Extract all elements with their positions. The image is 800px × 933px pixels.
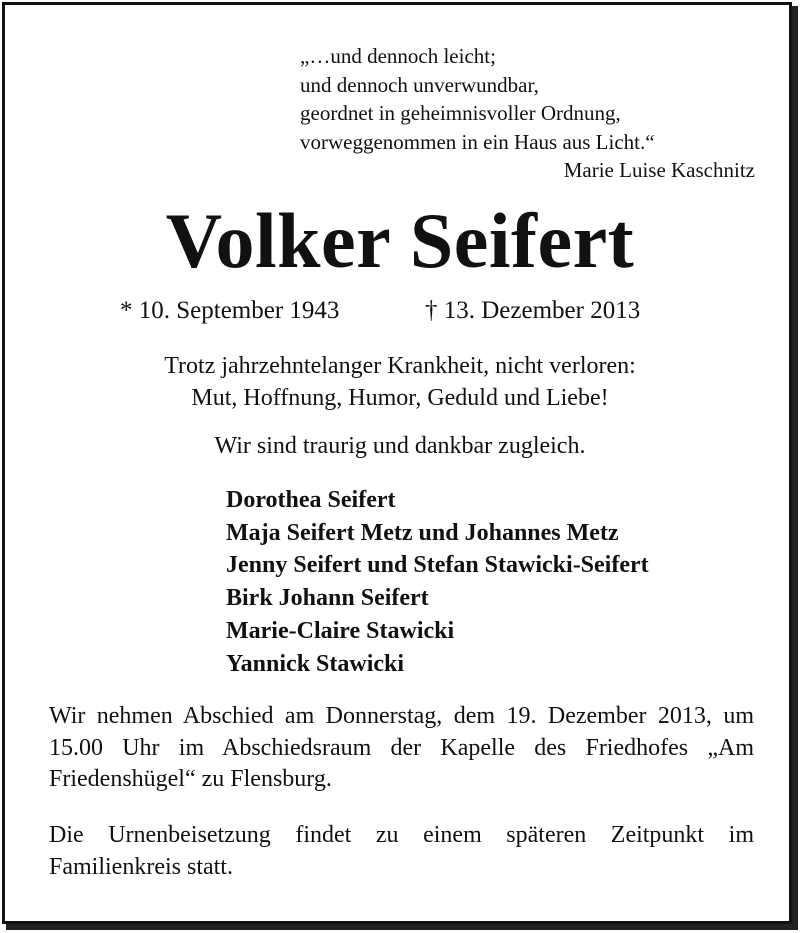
mourner-name: Jenny Seifert und Stefan Stawicki-Seifert bbox=[226, 552, 649, 579]
poem-author: Marie Luise Kaschnitz bbox=[563, 158, 755, 182]
birth-date: * 10. September 1943 bbox=[120, 297, 340, 324]
deceased-name: Volker Seifert bbox=[165, 197, 635, 284]
mourner-name: Birk Johann Seifert bbox=[226, 585, 429, 612]
mourners-list bbox=[226, 484, 649, 680]
death-date: † 13. Dezember 2013 bbox=[425, 297, 641, 324]
mourner-name: Yannick Stawicki bbox=[226, 650, 405, 677]
poem-line: geordnet in geheimnisvoller Ordnung, bbox=[300, 101, 621, 125]
frame-shadow-right bbox=[792, 6, 798, 927]
sorrow-statement: Wir sind traurig und dankbar zugleich. bbox=[214, 433, 586, 459]
mourner-name: Marie-Claire Stawicki bbox=[226, 617, 455, 644]
mourner-name: Maja Seifert Metz und Johannes Metz bbox=[226, 519, 619, 546]
tribute-line: Mut, Hoffnung, Humor, Geduld und Liebe! bbox=[191, 385, 609, 411]
poem-line: „…und dennoch leicht; bbox=[300, 44, 496, 68]
mourner-name: Dorothea Seifert bbox=[226, 487, 396, 513]
urn-burial-notice: Die Urnenbeisetzung findet zu einem späteren Zeitpunkt im Familienkreis statt. bbox=[49, 822, 754, 880]
tribute-line: Trotz jahrzehntelanger Krankheit, nicht verloren: bbox=[164, 353, 636, 379]
farewell-notice: Wir nehmen Abschied am Donnerstag, dem 19. Dezember 2013, um 15.00 Uhr im Abschiedsraum der Kapelle des Friedhofes „Am Friedenshügel“ zu Flensburg. bbox=[49, 703, 754, 792]
poem-quote bbox=[300, 42, 755, 185]
frame-shadow-bottom bbox=[6, 924, 798, 930]
poem-line: und dennoch unverwundbar, bbox=[300, 72, 539, 97]
tribute-text bbox=[0, 350, 800, 414]
poem-line: vorweggenommen in ein Haus aus Licht.“ bbox=[300, 129, 655, 154]
